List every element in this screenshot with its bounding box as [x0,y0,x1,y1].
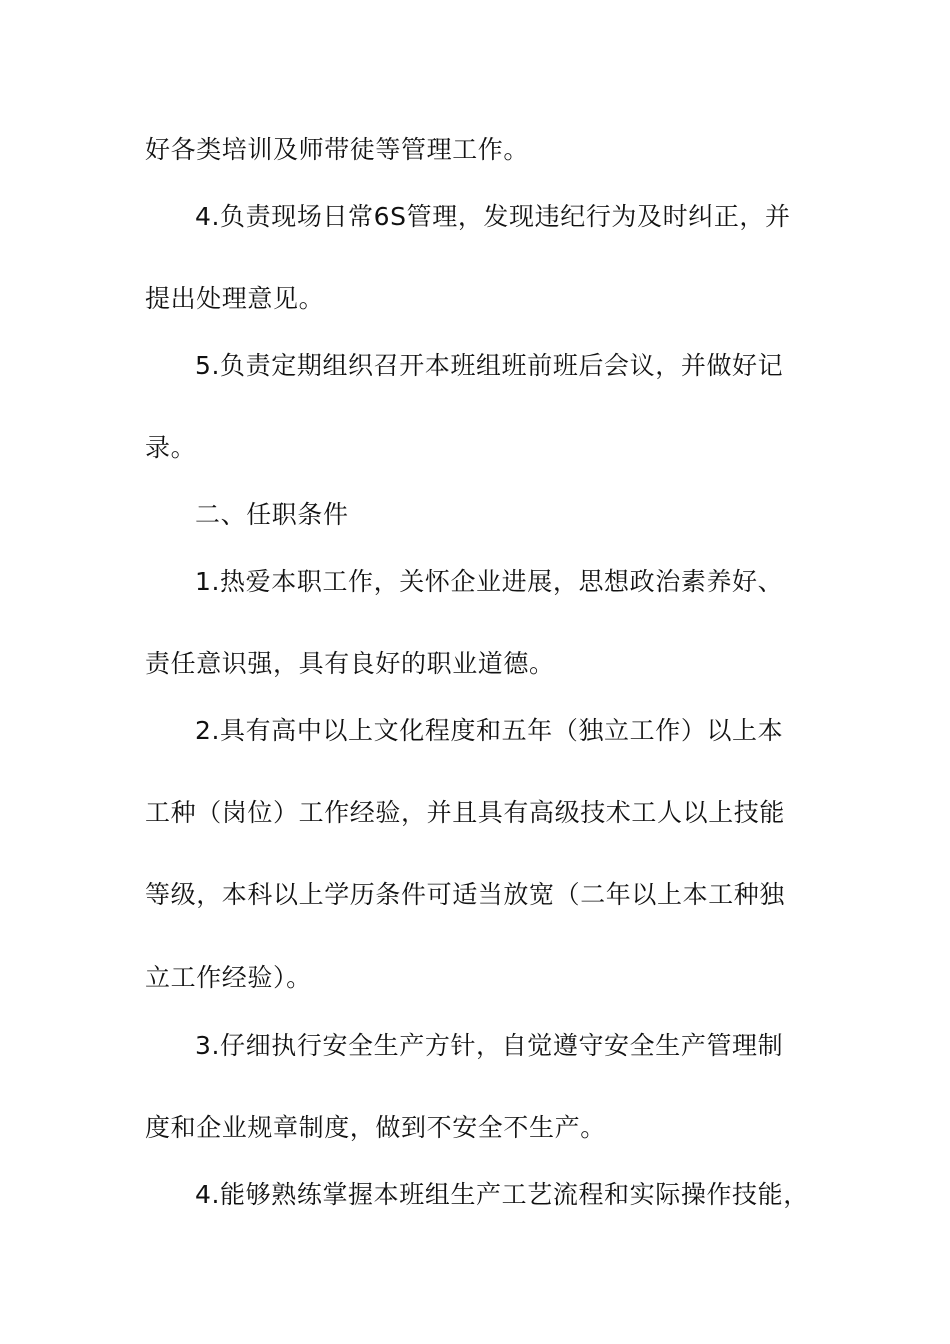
text-line: 立工作经验）。 [145,963,312,992]
text-line: 5.负责定期组织召开本班组班前班后会议，并做好记 [195,351,784,380]
text-line: 责任意识强，具有良好的职业道德。 [145,649,555,678]
section-heading: 二、任职条件 [195,500,349,529]
text-line: 度和企业规章制度，做到不安全不生产。 [145,1113,606,1142]
text-line: 提出处理意见。 [145,284,325,313]
text-line: 工种（岗位）工作经验，并且具有高级技术工人以上技能 [145,798,786,827]
text-line: 等级，本科以上学历条件可适当放宽（二年以上本工种独 [145,880,786,909]
text-line: 好各类培训及师带徒等管理工作。 [145,135,530,164]
text-line: 3.仔细执行安全生产方针，自觉遵守安全生产管理制 [195,1031,784,1060]
text-line: 2.具有高中以上文化程度和五年（独立工作）以上本 [195,716,784,745]
text-line: 4.负责现场日常6S管理，发现违纪行为及时纠正，并 [195,202,791,231]
text-line: 4.能够熟练掌握本班组生产工艺流程和实际操作技能， [195,1180,809,1209]
text-line: 1.热爱本职工作，关怀企业进展，思想政治素养好、 [195,567,784,596]
text-line: 录。 [145,433,197,462]
